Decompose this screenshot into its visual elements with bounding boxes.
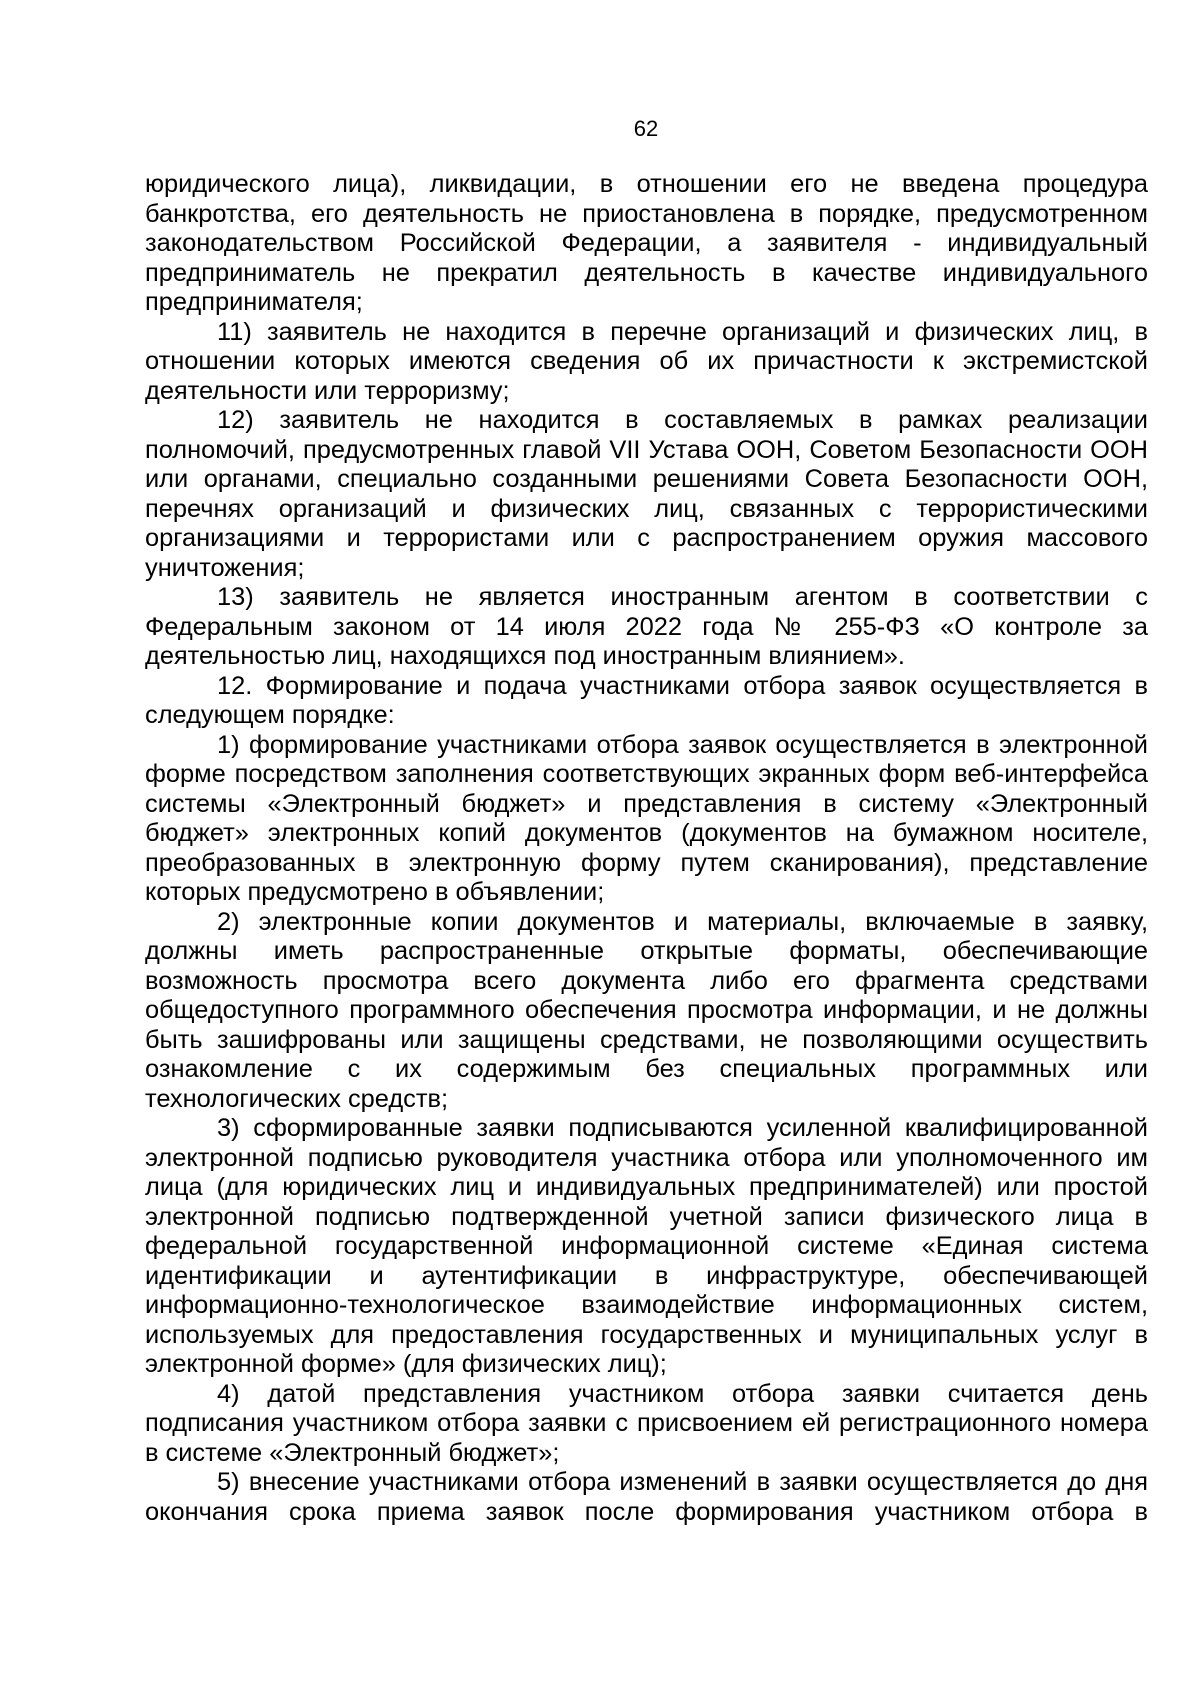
paragraph-section-12: 12. Формирование и подача участниками отбора заявок осуществляется в следующем порядке:: [145, 671, 1148, 729]
document-body: [145, 170, 1148, 1527]
paragraph-item-13: 13) заявитель не является иностранным агентом в соответствии с Федеральным законом от 14 июля 2022 года № 255-ФЗ «О контроле за деятельностью лиц, находящихся под иностранным влиянием».: [145, 583, 1148, 670]
paragraph-subitem-5: 5) внесение участниками отбора изменений в заявки осуществляется до дня окончания срока приема заявок после формирования участником отбора в: [145, 1468, 1148, 1526]
paragraph-subitem-4: 4) датой представления участником отбора заявки считается день подписания участником отбора заявки с присвоением ей регистрационного номера в системе «Электронный бюджет»;: [145, 1379, 1148, 1467]
paragraph-continuation: юридического лица), ликвидации, в отношении его не введена процедура банкротства, его деятельность не приостановлена в порядке, предусмотренном законодательством Российской Федерации, а заявителя - индивидуальный предприниматель не прекратил деятельность в качестве индивидуального предпринимателя;: [145, 170, 1148, 316]
paragraph-subitem-2: 2) электронные копии документов и материалы, включаемые в заявку, должны иметь распространенные открытые форматы, обеспечивающие возможность просмотра всего документа либо его фрагмента средствами общедоступного программного обеспечения просмотра информации, и не должны быть зашифрованы или защищены средствами, не позволяющими осуществить ознакомление с их содержимым без специальных программных или технологических средств;: [145, 907, 1148, 1113]
paragraph-item-12: 12) заявитель не находится в составляемых в рамках реализации полномочий, предусмотренных главой VII Устава ООН, Советом Безопасности ООН или органами, специально созданными решениями Совета Безопасности ООН, перечнях организаций и физических лиц, связанных с террористическими организациями и террористами или с распространением оружия массового уничтожения;: [145, 406, 1148, 582]
paragraph-subitem-3: 3) сформированные заявки подписываются усиленной квалифицированной электронной подписью руководителя участника отбора или уполномоченного им лица (для юридических лиц и индивидуальных предпринимателей) или простой электронной подписью подтвержденной учетной записи физического лица в федеральной государственной информационной системе «Единая система идентификации и аутентификации в инфраструктуре, обеспечивающей информационно-технологическое взаимодействие информационных систем, используемых для предоставления государственных и муниципальных услуг в электронной форме» (для физических лиц);: [145, 1114, 1148, 1378]
paragraph-subitem-1: 1) формирование участниками отбора заявок осуществляется в электронной форме посредством заполнения соответствующих экранных форм веб-интерфейса системы «Электронный бюджет» и представления в систему «Электронный бюджет» электронных копий документов (документов на бумажном носителе, преобразованных в электронную форму путем сканирования), представление которых предусмотрено в объявлении;: [145, 730, 1148, 906]
page-number: 62: [633, 116, 659, 141]
paragraph-item-11: 11) заявитель не находится в перечне организаций и физических лиц, в отношении которых имеются сведения об их причастности к экстремистской деятельности или терроризму;: [145, 317, 1148, 405]
